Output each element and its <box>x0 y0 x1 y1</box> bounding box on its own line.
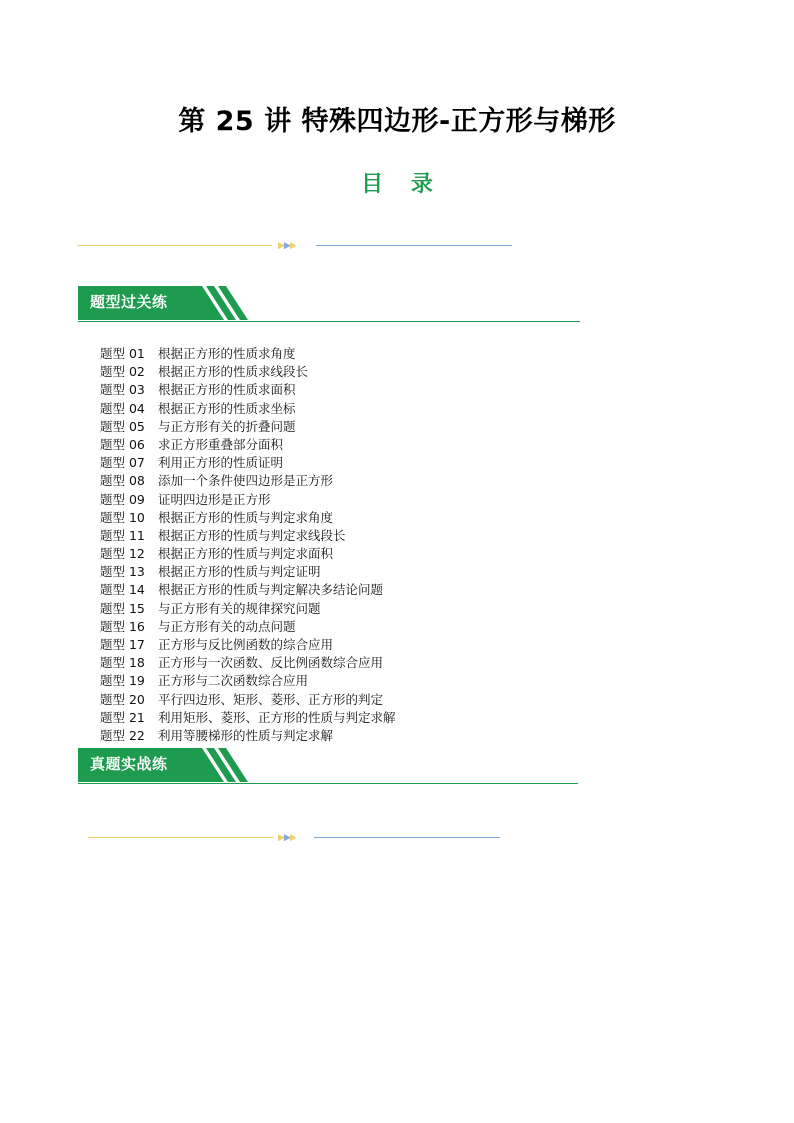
toc-item[interactable] <box>100 381 396 399</box>
toc-item-text: 根据正方形的性质与判定求角度 <box>158 509 334 525</box>
toc-item[interactable] <box>100 363 396 381</box>
toc-item-number: 题型 15 <box>100 600 145 616</box>
section-label-practice: 题型过关练 <box>90 293 168 311</box>
toc-item-number: 题型 18 <box>100 655 145 671</box>
toc-item-number: 题型 05 <box>100 418 145 434</box>
toc-item-text: 根据正方形的性质求角度 <box>158 346 296 361</box>
toc-item-number: 题型 17 <box>100 637 145 652</box>
toc-item[interactable] <box>100 491 396 509</box>
toc-item-number: 题型 06 <box>100 436 145 452</box>
toc-item[interactable] <box>100 581 396 599</box>
toc-item-number: 题型 07 <box>100 455 145 471</box>
toc-item-text: 正方形与一次函数、反比例函数综合应用 <box>158 655 384 671</box>
toc-item-number: 题型 08 <box>100 473 145 489</box>
toc-item-text: 利用矩形、菱形、正方形的性质与判定求解 <box>158 709 396 725</box>
section-label-real-exam: 真题实战练 <box>90 755 168 773</box>
toc-item-number: 题型 04 <box>100 400 145 416</box>
toc-item-text: 求正方形重叠部分面积 <box>158 436 284 452</box>
toc-item[interactable] <box>100 400 396 418</box>
toc-item-text: 正方形与二次函数综合应用 <box>158 673 309 689</box>
triple-right-arrow-icon: ▶▶▶ <box>278 241 296 251</box>
toc-list <box>100 345 396 745</box>
section-banner-practice <box>78 286 580 322</box>
toc-item-number: 题型 14 <box>100 582 145 598</box>
toc-item-text: 利用等腰梯形的性质与判定求解 <box>158 727 334 743</box>
toc-item-number: 题型 10 <box>100 509 145 525</box>
toc-item[interactable] <box>100 418 396 436</box>
toc-item-text: 正方形与反比例函数的综合应用 <box>158 637 334 652</box>
toc-item-text: 与正方形有关的动点问题 <box>158 618 296 634</box>
toc-item[interactable] <box>100 472 396 490</box>
toc-item-text: 平行四边形、矩形、菱形、正方形的判定 <box>158 691 384 707</box>
toc-item[interactable] <box>100 618 396 636</box>
toc-item[interactable] <box>100 672 396 690</box>
toc-item-text: 与正方形有关的折叠问题 <box>158 418 296 434</box>
toc-item[interactable] <box>100 636 396 654</box>
toc-item[interactable] <box>100 436 396 454</box>
toc-item-text: 根据正方形的性质求坐标 <box>158 400 296 416</box>
toc-heading: 目 录 <box>361 172 443 197</box>
toc-item[interactable] <box>100 691 396 709</box>
toc-item[interactable] <box>100 527 396 545</box>
toc-item[interactable] <box>100 563 396 581</box>
toc-item-number: 题型 09 <box>100 491 145 507</box>
toc-item-text: 证明四边形是正方形 <box>158 491 271 507</box>
toc-item-number: 题型 13 <box>100 564 145 580</box>
toc-item-number: 题型 11 <box>100 527 145 543</box>
toc-item[interactable] <box>100 509 396 527</box>
toc-item-text: 利用正方形的性质证明 <box>158 455 284 471</box>
toc-item[interactable] <box>100 709 396 727</box>
triple-right-arrow-icon: ▶▶▶ <box>278 833 296 843</box>
toc-item-number: 题型 03 <box>100 382 145 398</box>
toc-item-number: 题型 01 <box>100 346 145 361</box>
toc-item[interactable] <box>100 454 396 472</box>
top-divider <box>78 240 512 252</box>
toc-item-text: 与正方形有关的规律探究问题 <box>158 600 321 616</box>
toc-item-text: 根据正方形的性质求面积 <box>158 382 296 398</box>
toc-item-number: 题型 12 <box>100 546 145 562</box>
toc-item[interactable] <box>100 600 396 618</box>
toc-item-text: 添加一个条件使四边形是正方形 <box>158 473 334 489</box>
bottom-divider <box>88 832 500 844</box>
toc-item[interactable] <box>100 727 396 745</box>
section-banner-real-exam <box>78 748 578 784</box>
toc-item-number: 题型 22 <box>100 727 145 743</box>
toc-item-number: 题型 16 <box>100 618 145 634</box>
toc-item-text: 根据正方形的性质求线段长 <box>158 364 309 380</box>
toc-item[interactable] <box>100 345 396 363</box>
section-underline <box>78 321 580 322</box>
toc-item[interactable] <box>100 545 396 563</box>
toc-item-number: 题型 02 <box>100 364 145 380</box>
section-underline <box>78 783 578 784</box>
toc-item-number: 题型 20 <box>100 691 145 707</box>
toc-item-number: 题型 19 <box>100 673 145 689</box>
toc-item-text: 根据正方形的性质与判定证明 <box>158 564 321 580</box>
toc-item-number: 题型 21 <box>100 709 145 725</box>
toc-item-text: 根据正方形的性质与判定求线段长 <box>158 527 346 543</box>
toc-item[interactable] <box>100 654 396 672</box>
toc-item-text: 根据正方形的性质与判定求面积 <box>158 546 334 562</box>
toc-item-text: 根据正方形的性质与判定解决多结论问题 <box>158 582 384 598</box>
document-title: 第 25 讲 特殊四边形-正方形与梯形 <box>178 106 616 137</box>
